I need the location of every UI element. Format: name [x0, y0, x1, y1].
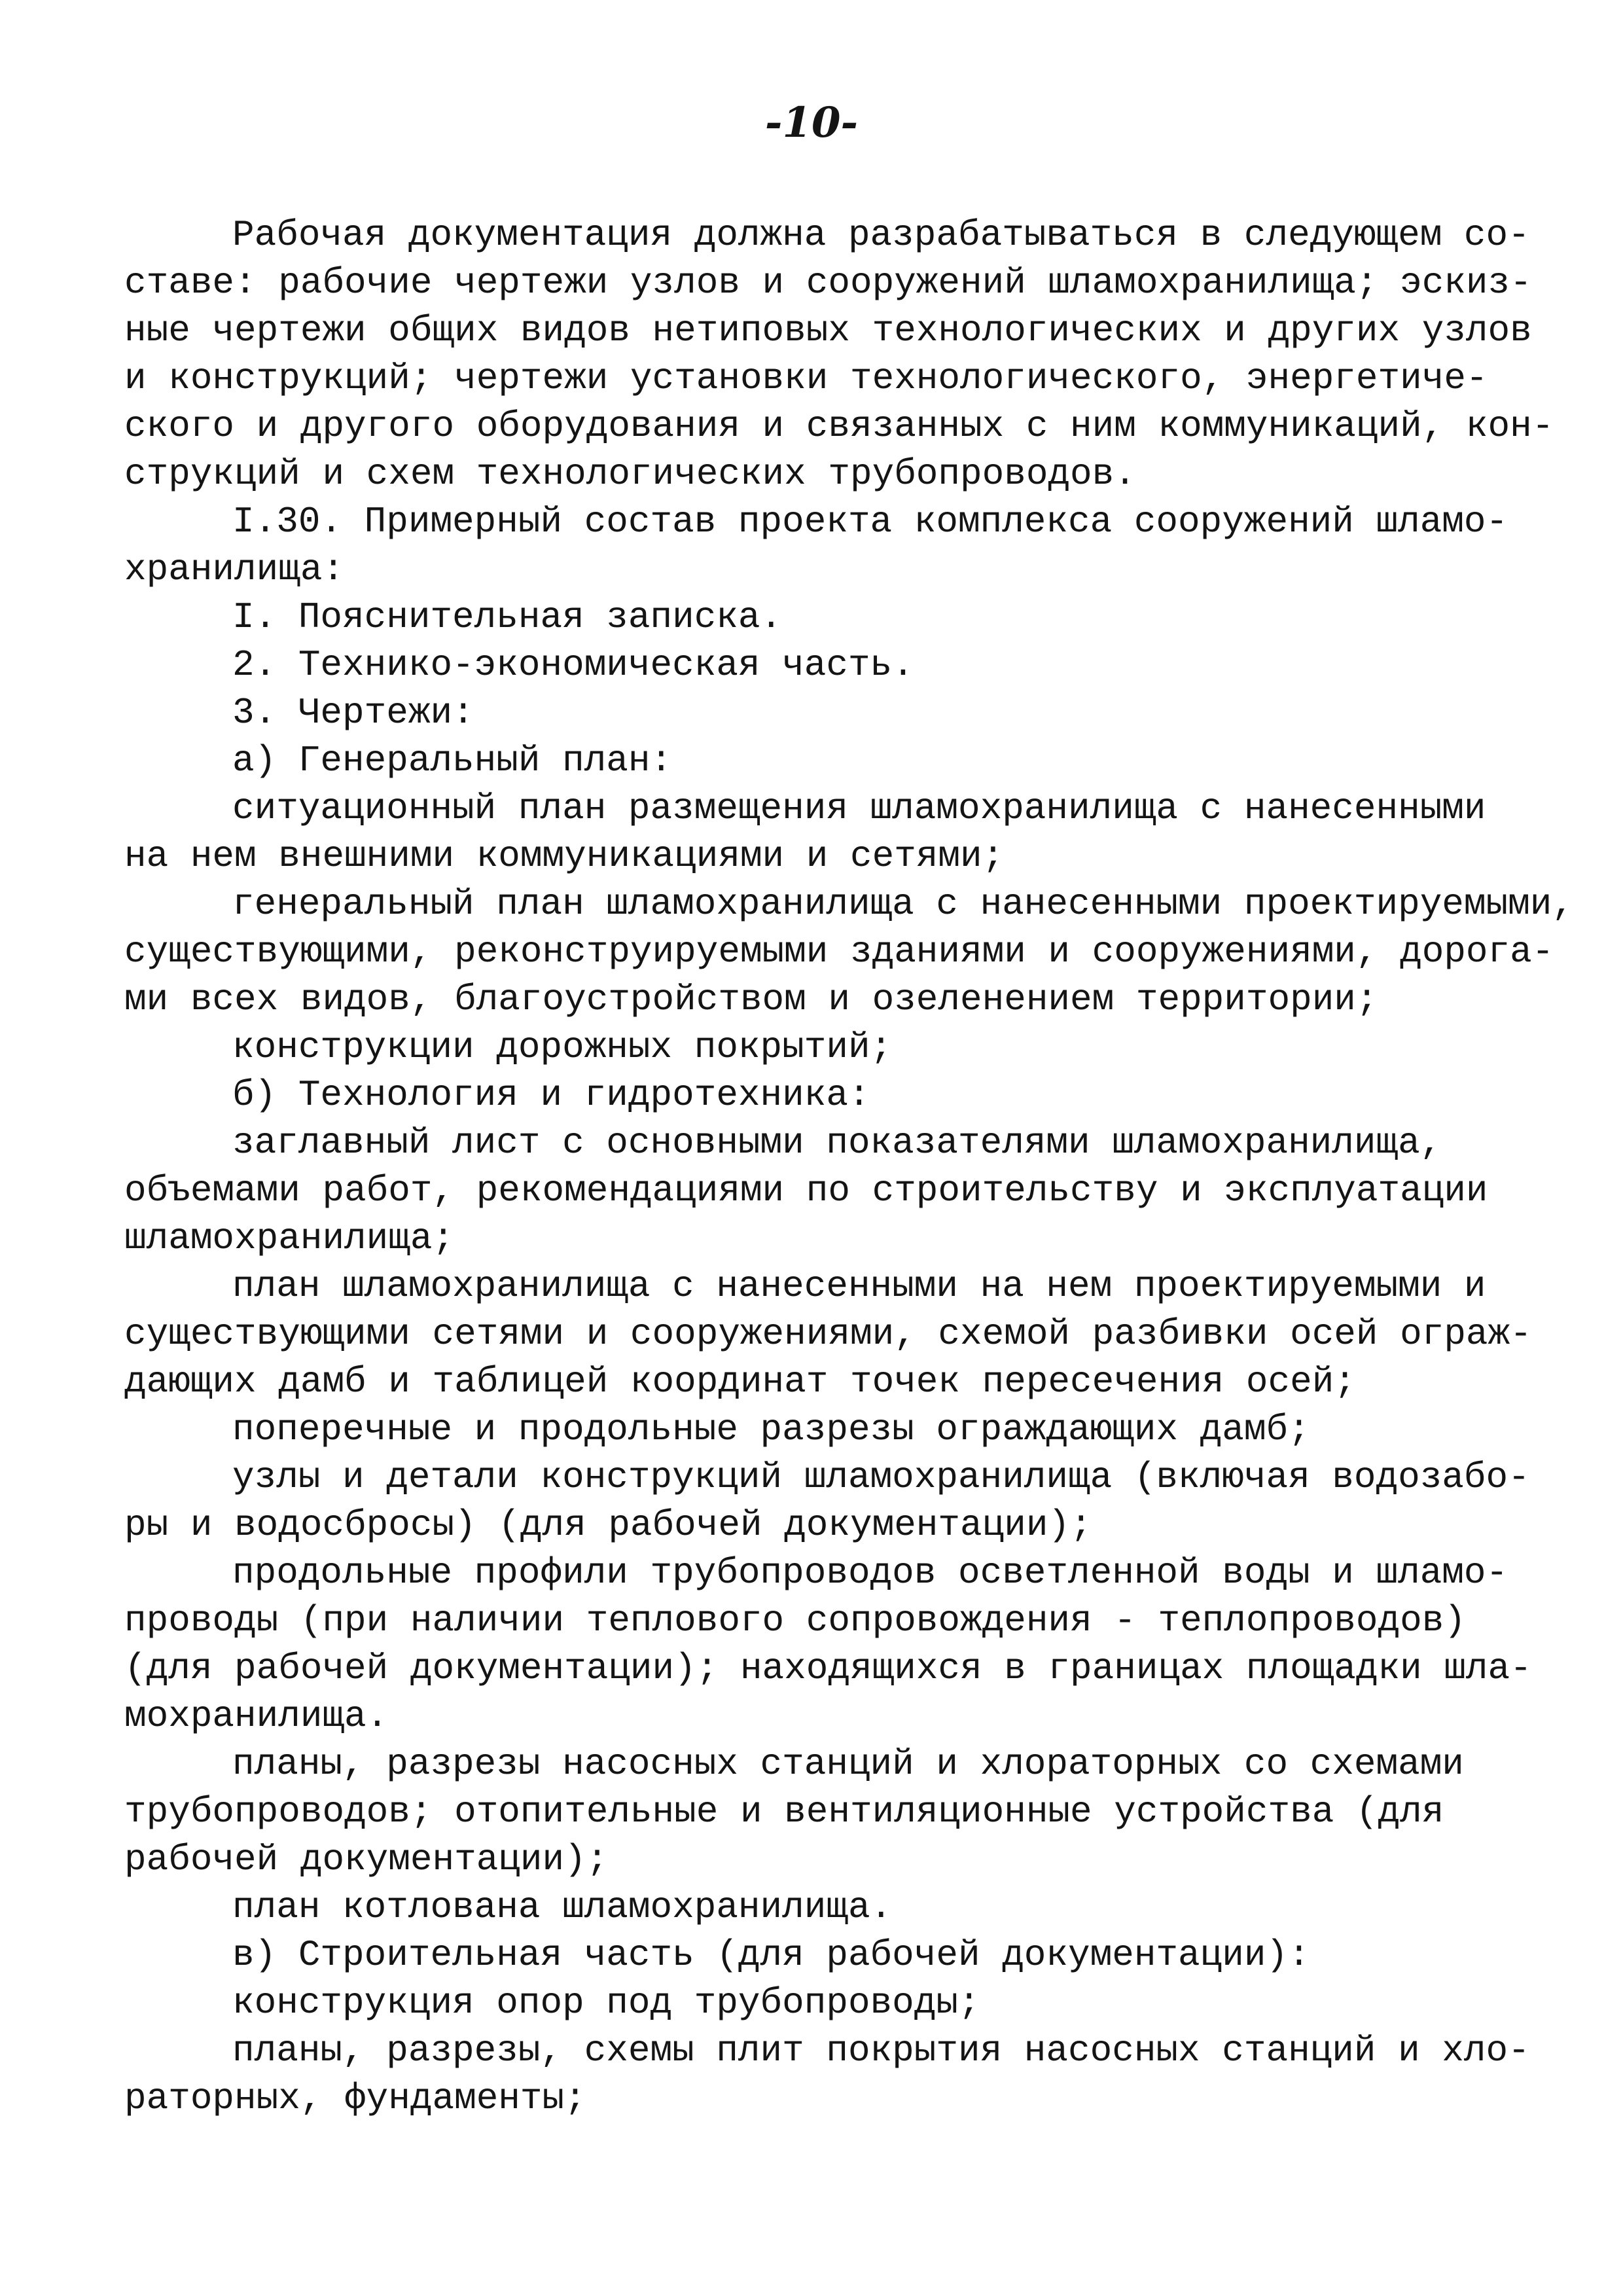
text-line: б) Технология и гидротехника:	[232, 1074, 870, 1116]
text-line: мохранилища.	[124, 1695, 389, 1737]
text-line: ситуационный план размещения шламохранилища с нанесенными	[232, 787, 1486, 829]
text-line: а) Генеральный план:	[232, 740, 673, 781]
text-line: (для рабочей документации); находящихся в границах площадки шла-	[124, 1647, 1532, 1689]
text-line: генеральный план шламохранилища с нанесенными проектируемыми,	[232, 883, 1574, 925]
text-line: ми всех видов, благоустройством и озеленением территории;	[124, 978, 1378, 1020]
text-line: ные чертежи общих видов нетиповых технологических и других узлов	[124, 310, 1532, 351]
text-line: на нем внешними коммуникациями и сетями;	[124, 835, 1005, 877]
text-line: 3. Чертежи:	[232, 692, 474, 734]
text-line: существующими, реконструируемыми зданиями и сооружениями, дорога-	[124, 931, 1554, 973]
text-line: Рабочая документация должна разрабатываться в следующем со-	[232, 214, 1530, 256]
text-line: дающих дамб и таблицей координат точек пересечения осей;	[124, 1361, 1356, 1403]
text-line: I.30. Примерный состав проекта комплекса сооружений шламо-	[232, 501, 1508, 543]
text-line: шламохранилища;	[124, 1217, 455, 1259]
text-line: рабочей документации);	[124, 1839, 609, 1880]
text-line: продольные профили трубопроводов осветленной воды и шламо-	[232, 1552, 1508, 1594]
text-line: планы, разрезы насосных станций и хлораторных со схемами	[232, 1743, 1464, 1785]
text-line: конструкция опор под трубопроводы;	[232, 1982, 980, 2024]
text-line: трубопроводов; отопительные и вентиляционные устройства (для	[124, 1791, 1444, 1833]
text-line: струкций и схем технологических трубопроводов.	[124, 453, 1136, 495]
text-line: планы, разрезы, схемы плит покрытия насосных станций и хло-	[232, 2030, 1530, 2072]
text-line: конструкции дорожных покрытий;	[232, 1026, 893, 1068]
text-line: раторных, фундаменты;	[124, 2077, 586, 2119]
text-line: план шламохранилища с нанесенными на нем проектируемыми и	[232, 1265, 1486, 1307]
text-line: поперечные и продольные разрезы ограждающих дамб;	[232, 1408, 1310, 1450]
text-line: в) Строительная часть (для рабочей документации):	[232, 1934, 1310, 1976]
text-line: ры и водосбросы) (для рабочей документации);	[124, 1504, 1092, 1546]
text-line: заглавный лист с основными показателями шламохранилища,	[232, 1122, 1442, 1164]
text-line: хранилища:	[124, 548, 345, 590]
text-line: 2. Технико-экономическая часть.	[232, 644, 914, 686]
text-line: узлы и детали конструкций шламохранилища (включая водозабо-	[232, 1456, 1530, 1498]
text-line: и конструкций; чертежи установки технологического, энергетиче-	[124, 357, 1488, 399]
text-line: план котлована шламохранилища.	[232, 1886, 893, 1928]
text-line: ского и другого оборудования и связанных с ним коммуникаций, кон-	[124, 405, 1554, 447]
text-line: ставе: рабочие чертежи узлов и сооружений шламохранилища; эскиз-	[124, 262, 1532, 304]
text-line: существующими сетями и сооружениями, схемой разбивки осей ограж-	[124, 1313, 1532, 1355]
text-line: объемами работ, рекомендациями по строительству и эксплуатации	[124, 1170, 1488, 1211]
text-line: проводы (при наличии теплового сопровождения - теплопроводов)	[124, 1600, 1466, 1641]
page-number: -10-	[764, 98, 859, 147]
text-line: I. Пояснительная записка.	[232, 596, 783, 638]
